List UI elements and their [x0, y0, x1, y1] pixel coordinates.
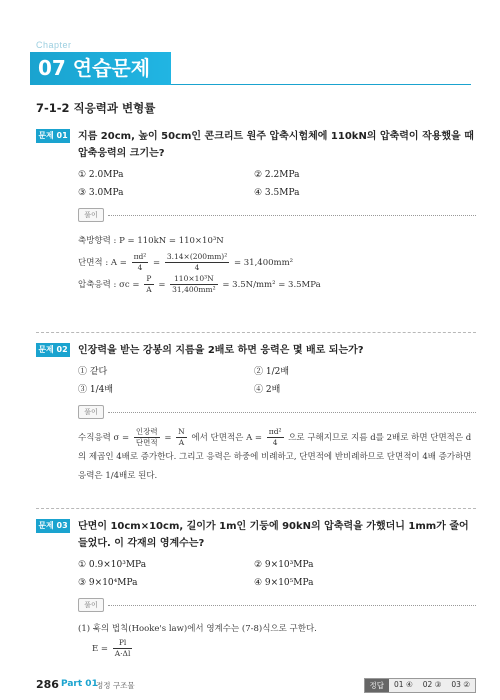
option-1: ① 0.9×10³MPa [78, 560, 147, 570]
sol-line-equation [92, 638, 476, 659]
solution-body [78, 230, 476, 296]
solution-header [78, 405, 476, 419]
frac-num: P [144, 274, 153, 285]
chapter-banner: 07 연습문제 [30, 52, 171, 85]
frac-den: 4 [272, 438, 278, 447]
question-text: 단면이 10cm×10cm, 길이가 1m인 기둥에 90kN의 압축력을 가했더니 1mm가 줄어들었다. 이 각재의 영계수는? [78, 521, 469, 549]
frac-den: 단면적 [135, 438, 158, 447]
option-2: ② 2.2MPa [254, 170, 300, 180]
solution-rule [108, 215, 476, 216]
solution-rule [108, 605, 476, 606]
fraction [132, 252, 149, 273]
option-3: ③ 9×10⁴MPa [78, 578, 138, 588]
frac-num: N [178, 427, 185, 436]
answer-key-item: 02 ③ [418, 679, 447, 692]
frac-num: 인장력 [135, 427, 158, 436]
fraction [170, 274, 217, 295]
frac-num: 3.14×(200mm)² [166, 252, 228, 261]
frac-num: 110×10³N [170, 274, 217, 285]
fraction [176, 427, 187, 448]
sol-line-hooke: (1) 훅의 법칙(Hooke's law)에서 영계수는 (7-8)식으로 구한다. [78, 624, 317, 634]
frac-den: A [146, 285, 152, 294]
fraction [267, 427, 284, 448]
frac-den: A·Δl [114, 649, 131, 658]
problem-header [36, 518, 476, 552]
fraction [165, 252, 229, 273]
answer-key-label: 정답 [365, 679, 390, 692]
part-label: Part 01 [61, 679, 98, 689]
solution-label: 풀이 [78, 598, 104, 612]
sol-line-area: 단면적 : A = $\frac{\text{πd²}}{4}$ = $\frac{\text{3.14×(200mm)²}}{4}$ = 31,400mm² [78, 252, 294, 272]
option-2: ② 9×10³MPa [254, 560, 314, 570]
solution-rule [108, 412, 476, 413]
frac-num: πd² [268, 427, 282, 436]
page-number: 286 [36, 678, 59, 691]
sol-mid: 에서 단면적은 A = [191, 433, 265, 443]
frac-den: A [178, 438, 185, 447]
option-1: ① 같다 [78, 367, 108, 377]
problem-03 [36, 518, 476, 659]
problem-01 [36, 128, 476, 296]
sol-area-prefix: 단면적 : A = [78, 258, 130, 268]
solution-body: 수직응력 σ = $\frac{\text{인장력}}{\text{단면적}}$ = $\frac{N}{A}$ 에서 단면적은 A = $\frac{\text{πd²}}{4}$ 으로 구해지므로 지름 d를 2배로 하면 단면적은 d의 제곱인 4배로 증가한다. 그리고 응력은 하중에 비례하고, 단면적에 반비례하므로 단면적이 4배 증가하면 응력은 1/4배로 된다. [78, 427, 472, 481]
option-3: ③ 3.0MPa [78, 188, 124, 198]
fraction [144, 274, 153, 295]
sol-line-stress: 압축응력 : σc = $\frac{P}{A}$ = $\frac{\text{110×10³N}}{\text{31,400mm²}}$ = 3.5N/mm² = 3.5MPa [78, 274, 321, 294]
fraction [134, 427, 160, 448]
frac-den: 31,400mm² [172, 285, 216, 294]
problem-header [36, 128, 476, 162]
answer-options [78, 365, 476, 397]
solution-label: 풀이 [78, 208, 104, 222]
sol-line-axial: 축방향력 : P = 110kN = 110×10³N [78, 236, 224, 246]
answer-key-item: 01 ④ [389, 679, 418, 692]
frac-num: Pl [113, 638, 133, 649]
problem-badge: 문제 02 [36, 343, 70, 357]
frac-den: 4 [194, 263, 200, 272]
answer-key [364, 678, 476, 693]
question-text: 지름 20cm, 높이 50cm인 콘크리트 원주 압축시험체에 110kN의 압축력이 작용했을 때 압축응력의 크기는? [78, 131, 474, 159]
sol-prefix: 수직응력 σ = [78, 433, 132, 443]
option-3: ③ 1/4배 [78, 385, 114, 395]
problem-02 [36, 342, 476, 486]
solution-header [78, 208, 476, 222]
sol-eq-prefix: E = [92, 644, 111, 654]
option-4: ④ 2배 [254, 385, 281, 395]
question-text: 인장력을 받는 강봉의 지름을 2배로 하면 응력은 몇 배로 되는가? [78, 345, 364, 356]
answer-options [78, 558, 476, 590]
problem-badge: 문제 01 [36, 129, 70, 143]
banner-rule [171, 84, 471, 85]
problem-badge: 문제 03 [36, 519, 70, 533]
problem-divider [36, 508, 476, 509]
option-1: ① 2.0MPa [78, 170, 124, 180]
page-footer [36, 678, 476, 692]
frac-den: 4 [137, 263, 143, 272]
part-subtitle: 정정 구조물 [96, 681, 135, 690]
solution-body [78, 620, 476, 659]
problem-header [36, 342, 476, 359]
section-title: 7-1-2 직응력과 변형률 [36, 101, 156, 115]
sol-area-result: = 31,400mm² [233, 258, 294, 268]
answer-options [78, 168, 476, 200]
solution-header [78, 598, 476, 612]
sol-stress-prefix: 압축응력 : σc = [78, 280, 143, 290]
frac-num: πd² [133, 252, 147, 261]
option-4: ④ 3.5MPa [254, 188, 300, 198]
option-2: ② 1/2배 [254, 367, 290, 377]
chapter-label: Chapter [36, 40, 72, 50]
option-4: ④ 9×10⁵MPa [254, 578, 314, 588]
problem-divider [36, 332, 476, 333]
sol-rest: 으로 구해지므로 지름 d를 2배로 하면 단면적은 d의 제곱인 4배로 증가한다. 그리고 응력은 하중에 비례하고, 단면적에 반비례하므로 단면적이 4배 증가하면 응력은 1/4배로 된다. [78, 433, 472, 481]
sol-stress-result: = 3.5N/mm² = 3.5MPa [222, 280, 321, 290]
solution-label: 풀이 [78, 405, 104, 419]
fraction [113, 638, 133, 659]
answer-key-item: 03 ② [446, 679, 475, 692]
